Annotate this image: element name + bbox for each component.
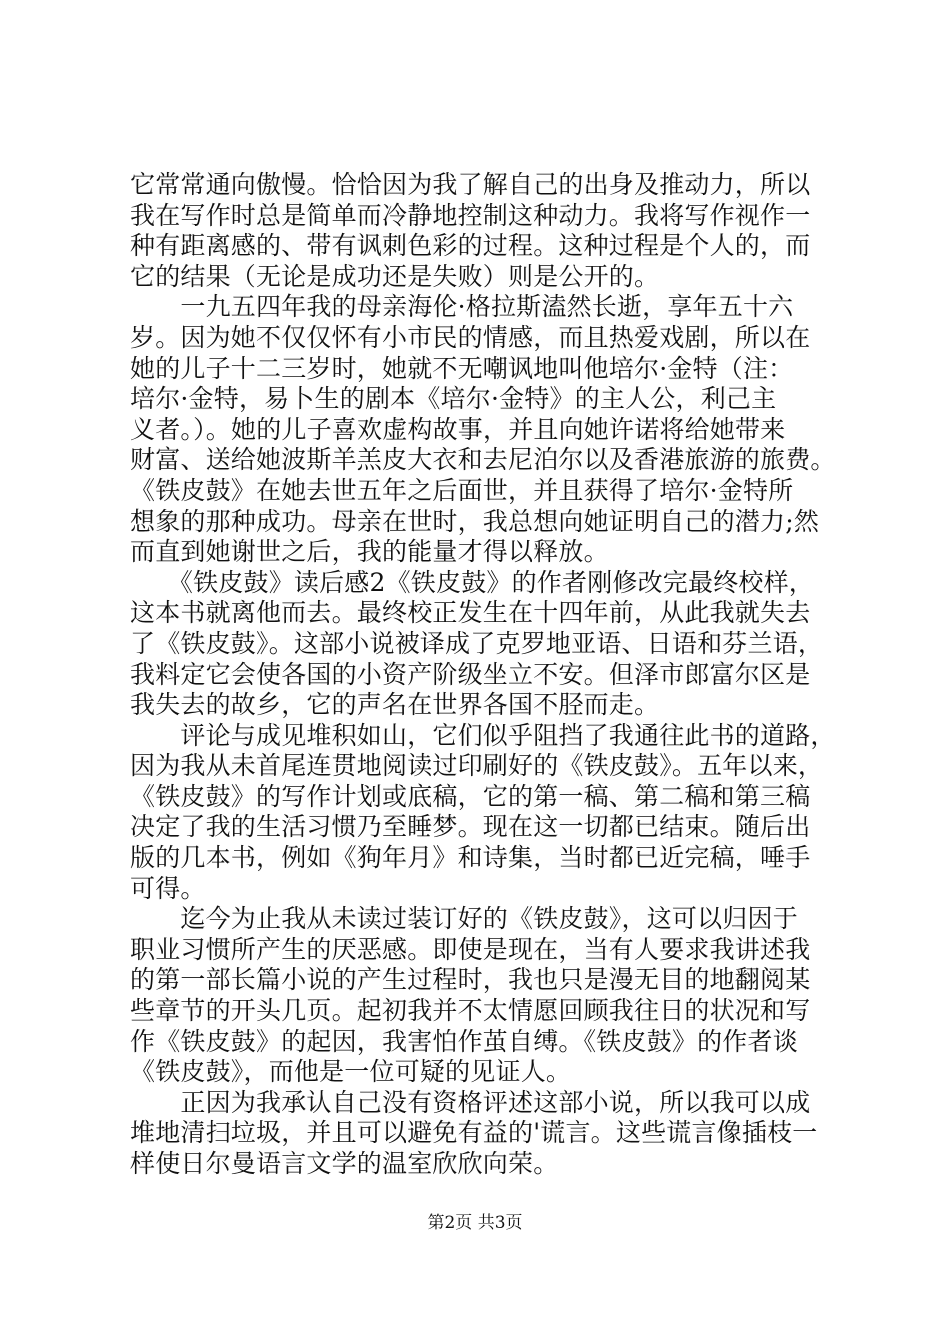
text-line: 评论与成见堆积如山，它们似乎阻挡了我通往此书的道路，: [130, 720, 836, 750]
text-line: 培尔·金特，易卜生的剧本《培尔·金特》的主人公，利己主: [130, 384, 777, 414]
text-line: 可得。: [130, 873, 206, 903]
text-line: 的第一部长篇小说的产生过程时，我也只是漫无目的地翻阅某: [130, 965, 811, 995]
text-line: 想象的那种成功。母亲在世时，我总想向她证明自己的潜力;然: [130, 506, 820, 536]
text-line: 作《铁皮鼓》的起因，我害怕作茧自缚。《铁皮鼓》的作者谈: [130, 1026, 798, 1056]
text-line: 些章节的开头几页。起初我并不太情愿回顾我往日的状况和写: [130, 996, 811, 1026]
text-line: 我失去的故乡，它的声名在世界各国不胫而走。: [130, 690, 660, 720]
text-line: 它常常通向傲慢。恰恰因为我了解自己的出身及推动力，所以: [130, 170, 811, 199]
text-line: 义者。）。她的儿子喜欢虚构故事，并且向她许诺将给她带来: [130, 414, 786, 444]
text-line: 迄今为止我从未读过装订好的《铁皮鼓》，这可以归因于: [130, 904, 798, 934]
text-line: 我料定它会使各国的小资产阶级坐立不安。但泽市郎富尔区是: [130, 659, 811, 689]
page-footer: [0, 1212, 950, 1234]
text-line: 它的结果（无论是成功还是失败）则是公开的。: [130, 261, 660, 291]
text-line: 样使日尔曼语言文学的温室欣欣向荣。: [130, 1149, 559, 1178]
text-line: 我在写作时总是简单而冷静地控制这种动力。我将写作视作一: [130, 200, 811, 230]
text-line: 因为我从未首尾连贯地阅读过印刷好的《铁皮鼓》。五年以来，: [130, 751, 824, 781]
text-line: 正因为我承认自己没有资格评述这部小说，所以我可以成: [130, 1087, 811, 1117]
text-line: 了《铁皮鼓》。这部小说被译成了克罗地亚语、日语和芬兰语，: [130, 628, 824, 658]
text-line: 堆地清扫垃圾，并且可以避免有益的'谎言。这些谎言像插枝一: [130, 1118, 818, 1148]
text-line: 《铁皮鼓》，而他是一位可疑的见证人。: [130, 1057, 572, 1087]
text-line: 决定了我的生活习惯乃至睡梦。现在这一切都已结束。随后出: [130, 812, 811, 842]
text-line: 一九五四年我的母亲海伦·格拉斯溘然长逝，享年五十六: [130, 292, 794, 322]
text-line: 种有距离感的、带有讽刺色彩的过程。这种过程是个人的，而: [130, 231, 811, 261]
text-line: 岁。因为她不仅仅怀有小市民的情感，而且热爱戏剧，所以在: [130, 322, 811, 352]
text-line: 这本书就离他而去。最终校正发生在十四年前，从此我就失去: [130, 598, 811, 628]
text-line: 而直到她谢世之后，我的能量才得以释放。: [130, 537, 609, 567]
text-line: 《铁皮鼓》的写作计划或底稿，它的第一稿、第二稿和第三稿: [130, 781, 811, 811]
text-line: 财富、送给她波斯羊羔皮大衣和去尼泊尔以及香港旅游的旅费。: [130, 445, 836, 475]
text-line: 版的几本书，例如《狗年月》和诗集，当时都已近完稿，唾手: [130, 843, 811, 873]
text-line: 她的儿子十二三岁时，她就不无嘲讽地叫他培尔·金特（注：: [130, 353, 794, 383]
text-line: 职业习惯所产生的厌恶感。即使是现在，当有人要求我讲述我: [130, 934, 811, 964]
document-body: [130, 170, 836, 1180]
text-line: 《铁皮鼓》在她去世五年之后面世，并且获得了培尔·金特所: [130, 475, 794, 505]
page-number-label: 第2页 共3页: [427, 1213, 523, 1233]
text-line: 《铁皮鼓》读后感2《铁皮鼓》的作者刚修改完最终校样，: [130, 567, 815, 597]
